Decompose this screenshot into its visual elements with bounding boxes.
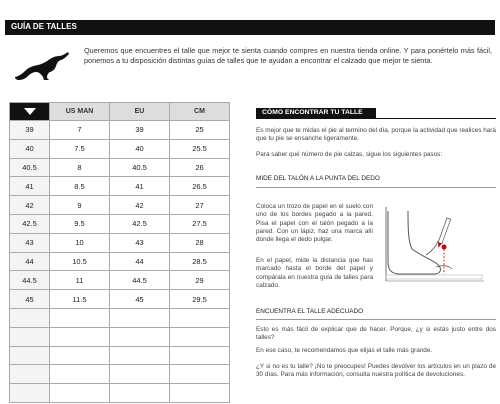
table-cell: 7.5 <box>50 139 110 158</box>
how-paragraph-1: Es mejor que te midas el pie al termino del día, porque la actividad que realices hará que tu pie se ensanche ligeramente. <box>256 127 496 143</box>
table-cell <box>10 327 50 346</box>
table-cell: 43 <box>110 233 170 252</box>
table-cell: 29.5 <box>170 290 230 309</box>
table-cell <box>50 365 110 384</box>
table-row <box>10 327 230 346</box>
table-header-row <box>10 103 230 121</box>
table-cell: 45 <box>110 290 170 309</box>
table-row <box>10 346 230 365</box>
table-cell: 25 <box>170 121 230 140</box>
table-cell: 7 <box>50 121 110 140</box>
how-section <box>256 108 496 119</box>
table-row <box>10 308 230 327</box>
table-cell: 26.5 <box>170 177 230 196</box>
table-cell <box>110 308 170 327</box>
measure-title: MIDE DEL TALÓN A LA PUNTA DEL DEDO <box>256 175 380 182</box>
table-cell: 28.5 <box>170 252 230 271</box>
table-cell: 40.5 <box>10 158 50 177</box>
sort-arrow-cell <box>10 103 50 121</box>
table-cell: 44.5 <box>10 271 50 290</box>
table-cell: 43 <box>10 233 50 252</box>
table-row <box>10 214 230 233</box>
header-eu: EU <box>110 103 170 121</box>
table-cell: 41 <box>10 177 50 196</box>
table-cell: 39 <box>110 121 170 140</box>
table-cell: 42 <box>110 196 170 215</box>
puma-logo-icon <box>13 50 71 82</box>
table-cell: 44 <box>110 252 170 271</box>
divider <box>256 187 496 188</box>
table-row <box>10 365 230 384</box>
table-cell <box>110 365 170 384</box>
table-cell: 8.5 <box>50 177 110 196</box>
table-cell <box>110 346 170 365</box>
table-cell <box>170 346 230 365</box>
table-cell <box>110 327 170 346</box>
table-cell: 27 <box>170 196 230 215</box>
header-us-man: US MAN <box>50 103 110 121</box>
table-row <box>10 271 230 290</box>
table-cell: 10 <box>50 233 110 252</box>
table-row <box>10 158 230 177</box>
how-title-bar <box>256 108 496 119</box>
table-cell <box>10 308 50 327</box>
table-cell <box>10 384 50 403</box>
foot-measure-illustration <box>378 203 488 293</box>
table-cell: 40 <box>10 139 50 158</box>
page-title: GUÍA DE TALLES <box>11 22 77 31</box>
table-cell <box>50 384 110 403</box>
table-cell: 27.5 <box>170 214 230 233</box>
header-cm: CM <box>170 103 230 121</box>
table-cell <box>10 365 50 384</box>
intro-text: Queremos que encuentres el talle que mejor te sienta cuando compres en nuestra tienda online. Y para ponértelo más fácil, ponemos a tu disposición distintas guías de talles que te ayudan a encontrar el calzado que mejor te sienta. <box>84 46 492 65</box>
header-bar <box>5 20 495 35</box>
table-cell: 42.5 <box>10 214 50 233</box>
table-cell: 10.5 <box>50 252 110 271</box>
table-cell: 44.5 <box>110 271 170 290</box>
table-cell <box>50 346 110 365</box>
table-cell: 44 <box>10 252 50 271</box>
table-cell: 8 <box>50 158 110 177</box>
fit-paragraph-1: Esto es más fácil de explicar que de hacer. Porque, ¿y si estás justo entre dos talles? <box>256 326 496 342</box>
table-row <box>10 139 230 158</box>
table-cell: 39 <box>10 121 50 140</box>
table-row <box>10 290 230 309</box>
table-cell <box>170 384 230 403</box>
arrow-down-icon <box>24 108 36 115</box>
table-cell <box>50 327 110 346</box>
size-table <box>9 102 230 403</box>
table-cell <box>170 365 230 384</box>
table-cell <box>50 308 110 327</box>
measure-paragraph-1: Coloca un trozo de papel en el suelo con uno de los bordes pegado a la pared. Pisa el papel con el talón pegado a la pared. Con un lápiz, haz una marca allí donde llega el dedo pulgar. <box>256 203 373 244</box>
table-cell: 9 <box>50 196 110 215</box>
table-cell <box>10 346 50 365</box>
table-row <box>10 177 230 196</box>
divider <box>256 319 496 320</box>
fit-paragraph-2: En ese caso, te recomendamos que elijas el talle más grande. <box>256 347 433 354</box>
table-cell: 11.5 <box>50 290 110 309</box>
table-row <box>10 121 230 140</box>
measure-paragraph-2: En el papel, mide la distancia que has marcado hasta el borde del papel y compárala en nuestra guía de talles para calzado. <box>256 257 373 289</box>
table-cell: 9.5 <box>50 214 110 233</box>
table-cell: 40.5 <box>110 158 170 177</box>
table-cell: 41 <box>110 177 170 196</box>
table-cell <box>110 384 170 403</box>
table-cell: 25.5 <box>170 139 230 158</box>
table-cell: 11 <box>50 271 110 290</box>
table-row <box>10 252 230 271</box>
table-cell: 28 <box>170 233 230 252</box>
table-cell <box>170 308 230 327</box>
table-cell: 29 <box>170 271 230 290</box>
fit-paragraph-3: ¿Y si no es tu talle? ¡No te preocupes! Puedes devolver los artículos en un plazo de 30 días. Para más información, consulta nuestra política de devoluciones. <box>256 363 496 379</box>
table-cell: 42.5 <box>110 214 170 233</box>
table-cell: 40 <box>110 139 170 158</box>
table-cell: 26 <box>170 158 230 177</box>
table-row <box>10 384 230 403</box>
table-row <box>10 196 230 215</box>
fit-title: ENCUENTRA EL TALLE ADECUADO <box>256 308 364 315</box>
table-cell <box>170 327 230 346</box>
how-paragraph-2: Para saber qué número de pie calzas, sigue los siguientes pasos: <box>256 151 443 158</box>
table-row <box>10 233 230 252</box>
table-cell: 42 <box>10 196 50 215</box>
table-cell: 45 <box>10 290 50 309</box>
how-title: CÓMO ENCONTRAR TU TALLE <box>262 109 363 116</box>
